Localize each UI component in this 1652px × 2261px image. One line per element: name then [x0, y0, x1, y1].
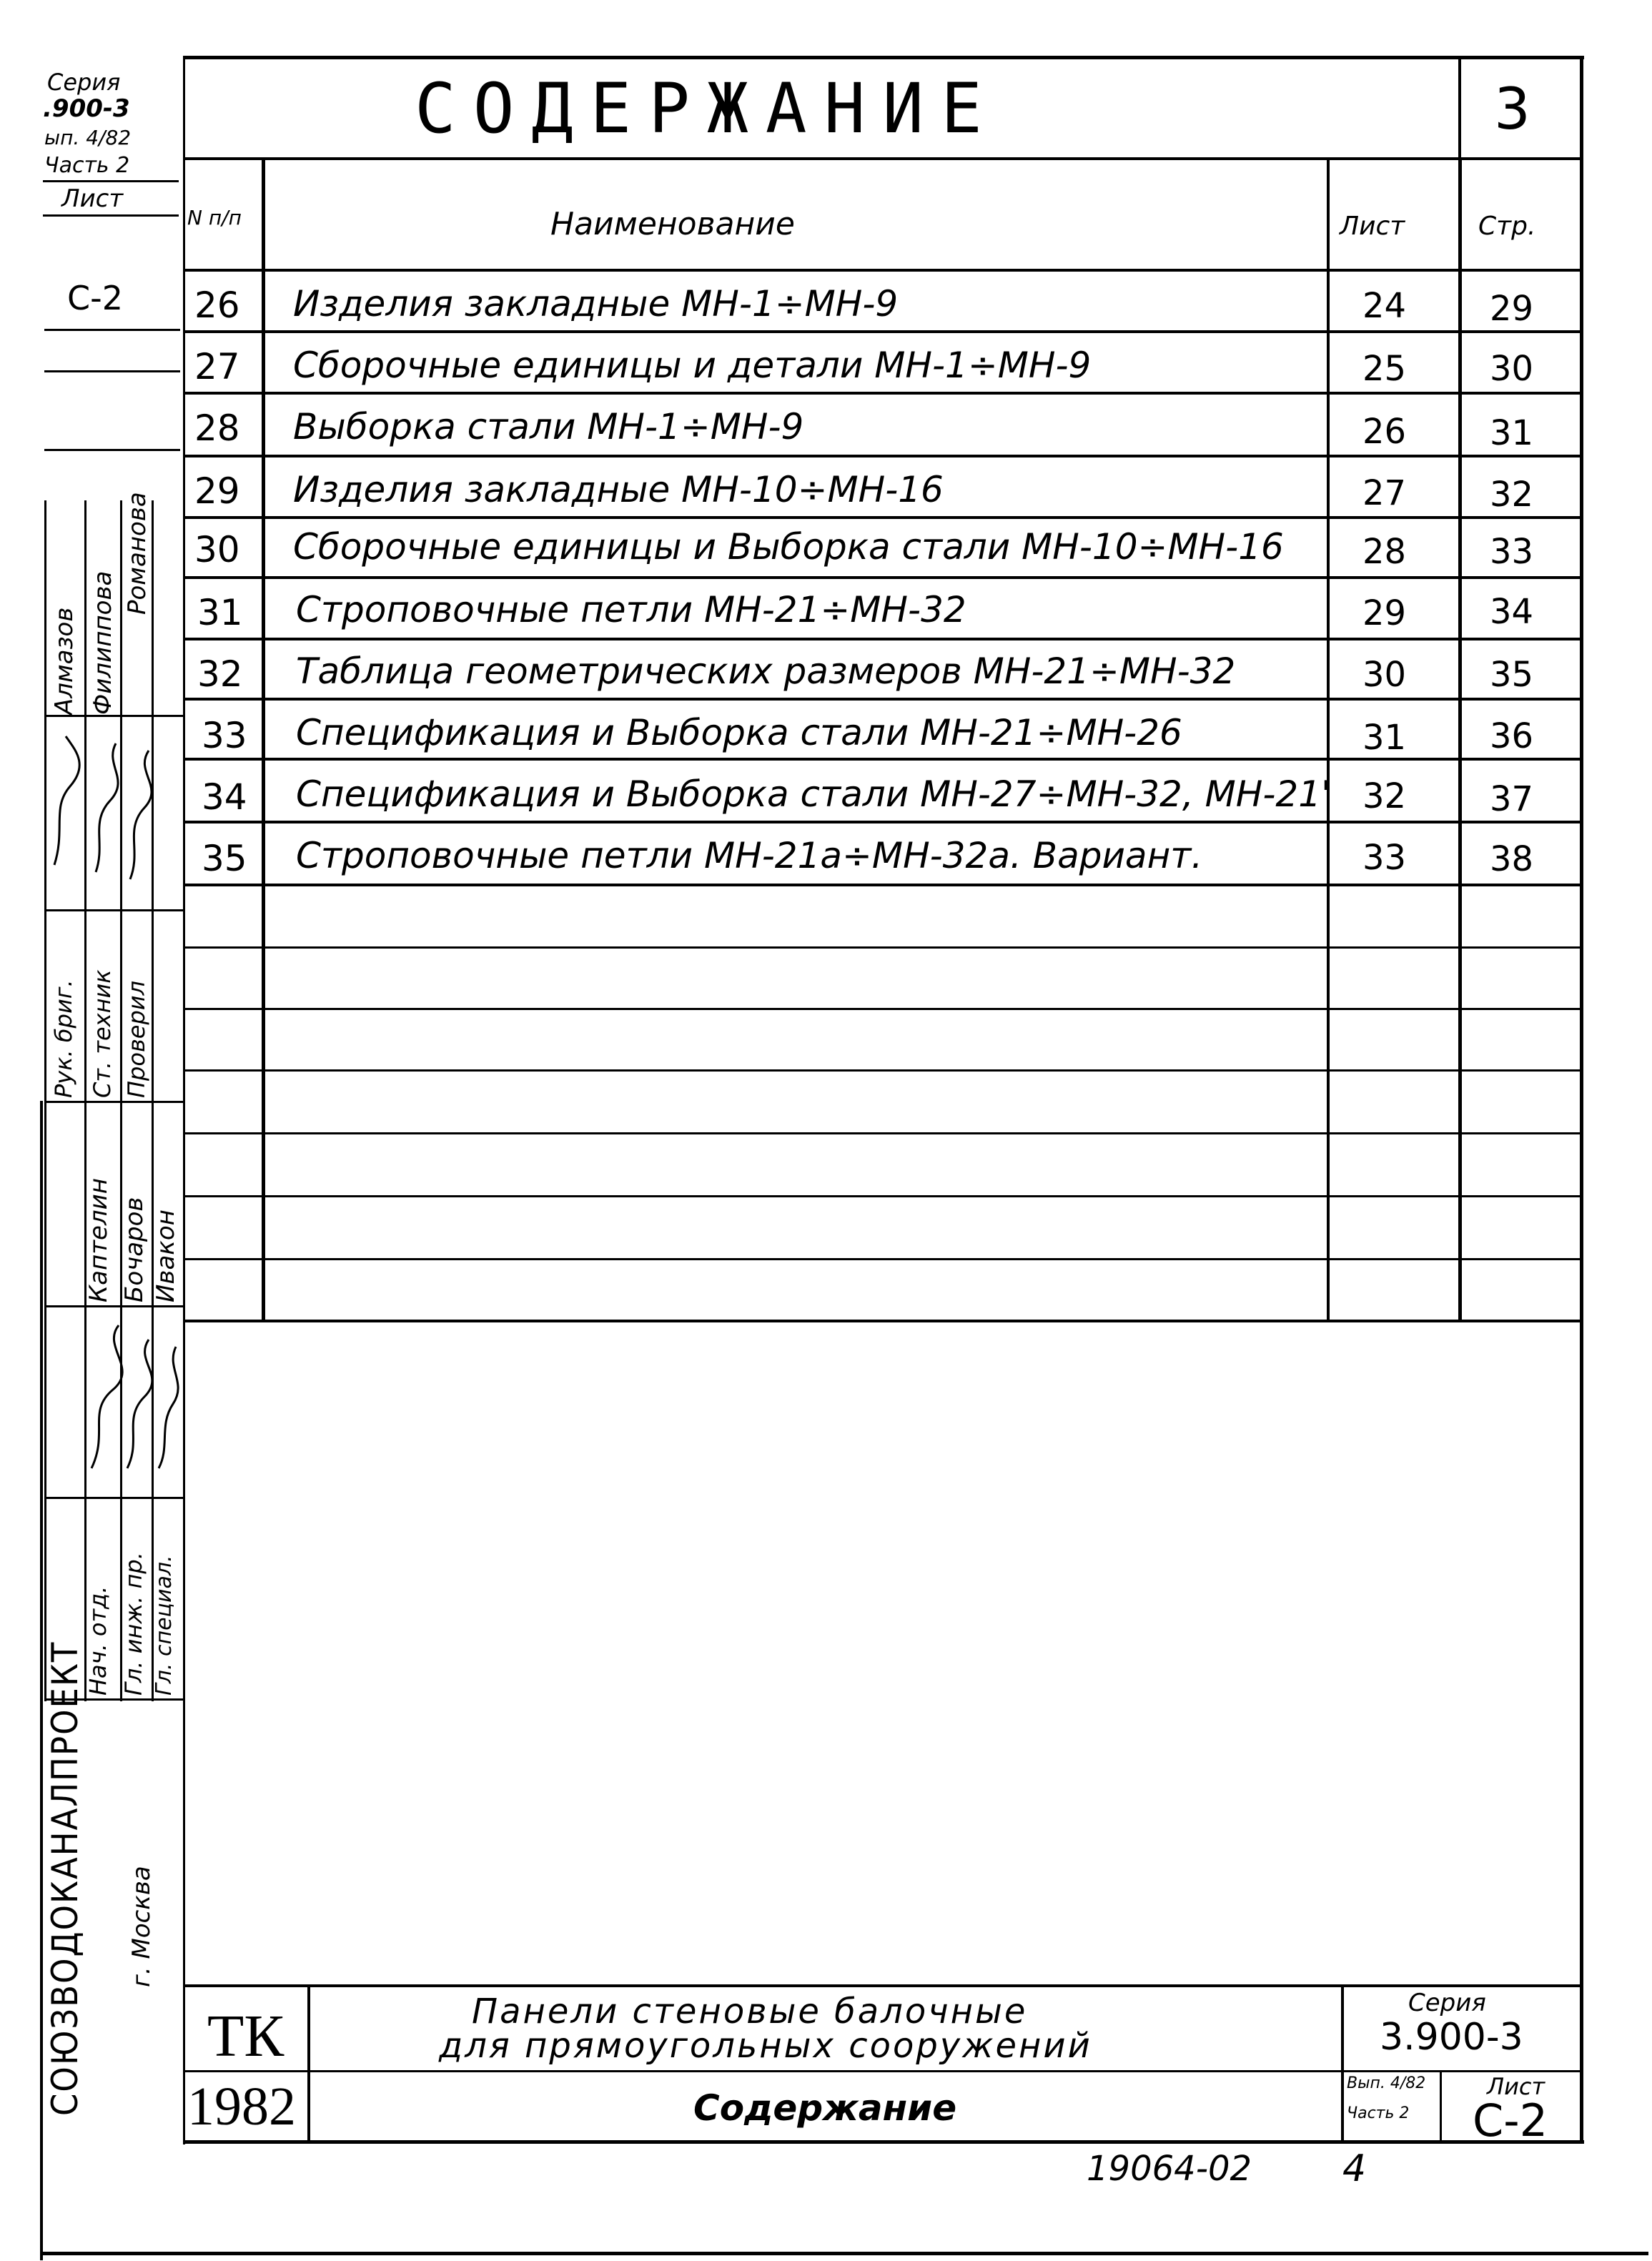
description-line-1: Панели стеновые балочные	[472, 1992, 1028, 2032]
row-list: 24	[1362, 286, 1407, 326]
page-number: 3	[1494, 76, 1530, 142]
row-num: 28	[194, 407, 240, 449]
row-name: Сборочные единицы и Выборка стали МН-10÷МН-16	[293, 526, 1284, 568]
row-divider	[184, 330, 1580, 333]
row-name: Строповочные петли МН-21а÷МН-32а. Вариант.	[296, 835, 1203, 876]
row-divider	[184, 884, 1580, 886]
row-list: 31	[1362, 718, 1407, 758]
row-name: Изделия закладные МН-10÷МН-16	[293, 469, 944, 510]
sig-hline-1	[44, 715, 183, 717]
sig-hline-2	[44, 909, 183, 911]
sig-role-5: Гл. инж. пр.	[120, 1552, 147, 1696]
row-num: 26	[194, 285, 240, 326]
title-block-mid	[183, 2070, 1583, 2072]
row-list: 32	[1362, 776, 1407, 816]
footer-page: 4	[1342, 2147, 1367, 2190]
row-divider	[184, 576, 1580, 579]
row-num: 34	[202, 776, 247, 818]
sig-name-6: Ивакон	[152, 1209, 180, 1302]
title-block-vline-3	[1440, 2070, 1442, 2142]
empty-row-divider	[184, 1008, 1580, 1010]
row-num: 27	[194, 346, 240, 387]
side-line-3	[44, 329, 180, 331]
row-page: 30	[1490, 349, 1534, 389]
title-block-top	[183, 1984, 1583, 1987]
row-page: 35	[1490, 655, 1534, 695]
side-list-value: С-2	[67, 279, 123, 317]
side-seriya-value: .900-3	[43, 94, 130, 123]
org-city: г. Москва	[127, 1866, 156, 1987]
row-name: Сборочные единицы и детали МН-1÷МН-9	[293, 345, 1092, 386]
org-name: СОЮЗВОДОКАНАЛПРОЕКТ	[44, 1641, 86, 2116]
row-divider	[184, 392, 1580, 395]
side-line-2	[43, 214, 179, 217]
row-name: Изделия закладные МН-1÷МН-9	[293, 283, 899, 325]
side-stamp-right-border	[183, 57, 185, 2144]
table-bottom	[184, 1320, 1580, 1322]
title-block-vline-1	[307, 1984, 310, 2143]
col-header-num: N п/п	[187, 206, 242, 229]
row-list: 33	[1362, 838, 1407, 878]
year-label: 1982	[187, 2077, 296, 2137]
sig-hline-4	[44, 1305, 183, 1307]
row-divider	[184, 455, 1580, 457]
empty-row-divider	[184, 1069, 1580, 1072]
tb-vyp: Вып. 4/82	[1347, 2074, 1426, 2092]
sig-name-1: Алмазов	[50, 607, 79, 715]
tb-seriya-label: Серия	[1408, 1989, 1486, 2017]
sig-hline-3	[44, 1101, 183, 1103]
sig-role-1: Рук. бриг.	[50, 979, 77, 1098]
row-page: 37	[1490, 779, 1534, 819]
side-chast: Часть 2	[44, 153, 130, 178]
frame-bottom	[183, 2140, 1584, 2144]
sig-name-2: Филиппова	[89, 570, 117, 715]
row-list: 29	[1362, 593, 1407, 633]
row-list: 26	[1362, 412, 1407, 452]
row-list: 25	[1362, 349, 1407, 389]
side-line-1	[43, 180, 179, 182]
frame-right	[1580, 56, 1583, 2143]
sig-hline-5	[44, 1497, 183, 1499]
row-page: 34	[1490, 592, 1534, 632]
tb-chast: Часть 2	[1347, 2104, 1410, 2122]
side-line-5	[44, 449, 180, 451]
signature-scribbles-1	[44, 722, 183, 908]
side-seriya-label: Серия	[47, 69, 121, 96]
row-num: 35	[202, 838, 247, 879]
col-header-page: Стр.	[1478, 212, 1536, 241]
row-page: 31	[1490, 413, 1534, 453]
title-block-vline-2	[1341, 1984, 1344, 2143]
sig-name-4: Каптелин	[84, 1178, 113, 1302]
tk-label: ТК	[207, 2003, 285, 2069]
tb-list-value: С-2	[1473, 2094, 1548, 2147]
side-list-label: Лист	[61, 184, 124, 213]
signature-scribbles-2	[44, 1311, 183, 1497]
page-bottom-edge	[40, 2252, 1648, 2255]
sig-role-2: Ст. техник	[89, 969, 116, 1098]
tb-list-label: Лист	[1487, 2073, 1545, 2100]
left-outer-border	[40, 1101, 43, 2260]
title-page-divider	[1458, 57, 1461, 159]
empty-row-divider	[184, 1132, 1580, 1134]
row-list: 28	[1362, 532, 1407, 572]
row-list: 30	[1362, 655, 1407, 695]
row-num: 32	[197, 653, 243, 695]
row-divider	[184, 758, 1580, 761]
sig-role-4: Нач. отд.	[84, 1585, 112, 1696]
tb-seriya-value: 3.900-3	[1380, 2016, 1523, 2059]
frame-top	[183, 56, 1584, 59]
row-num: 31	[197, 592, 243, 633]
row-page: 29	[1490, 289, 1534, 329]
row-divider	[184, 516, 1580, 519]
side-vyp: ып. 4/82	[44, 126, 132, 149]
title-row-bottom	[184, 157, 1580, 160]
description-line-2: для прямоугольных сооружений	[439, 2026, 1092, 2066]
sig-name-3: Романова	[123, 492, 152, 615]
header-row-bottom	[184, 269, 1580, 272]
sig-role-6: Гл. специал.	[152, 1555, 177, 1696]
row-num: 33	[202, 715, 247, 756]
col-header-name: Наименование	[550, 206, 795, 242]
sheet-title: Содержание	[693, 2087, 957, 2129]
row-name: Строповочные петли МН-21÷МН-32	[296, 589, 966, 630]
side-line-4	[44, 370, 180, 372]
page-title: СОДЕРЖАНИЕ	[415, 69, 999, 149]
col-header-list: Лист	[1340, 212, 1405, 241]
row-page: 36	[1490, 716, 1534, 756]
row-divider	[184, 821, 1580, 823]
empty-row-divider	[184, 1258, 1580, 1260]
row-page: 38	[1490, 839, 1534, 879]
row-divider	[184, 698, 1580, 701]
row-page: 32	[1490, 475, 1534, 515]
row-num: 29	[194, 470, 240, 512]
empty-row-divider	[184, 1195, 1580, 1197]
row-list: 27	[1362, 473, 1407, 513]
row-divider	[184, 638, 1580, 640]
row-page: 33	[1490, 532, 1534, 572]
row-name: Спецификация и Выборка стали МН-21÷МН-26	[296, 712, 1182, 753]
sig-role-3: Проверил	[123, 980, 150, 1098]
row-name: Таблица геометрических размеров МН-21÷МН-32	[296, 650, 1236, 692]
footer-code: 19064-02	[1087, 2149, 1252, 2189]
sig-name-5: Бочаров	[120, 1197, 149, 1302]
row-name: Спецификация и Выборка стали МН-27÷МН-32, МН-21'	[296, 773, 1331, 815]
row-num: 30	[194, 529, 240, 570]
empty-row-divider	[184, 946, 1580, 949]
row-name: Выборка стали МН-1÷МН-9	[293, 406, 804, 447]
